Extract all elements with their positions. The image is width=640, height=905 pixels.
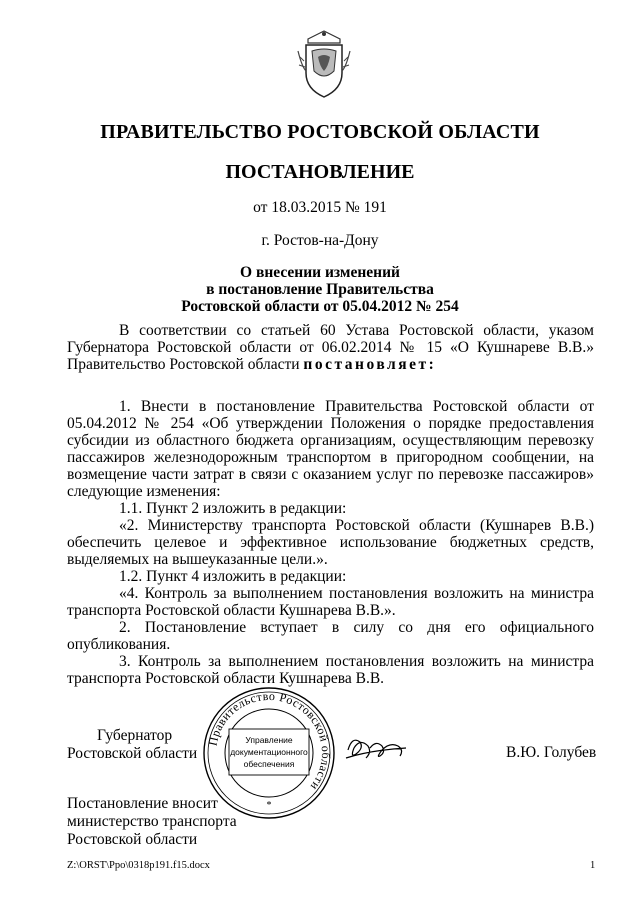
item-2: 2. Постановление вступает в силу со дня его официального опубликования. [67,619,594,653]
subject-line: в постановление Правительства [206,281,434,298]
organization-title: ПРАВИТЕЛЬСТВО РОСТОВСКОЙ ОБЛАСТИ [100,121,540,143]
item-1-1: 1.1. Пункт 2 изложить в редакции: [119,500,347,517]
preamble-text: В соответствии со статьей 60 Устава Ростовской области, указом Губернатора Ростовской области от 06.02.2014 № 15 «О Кушнареве В.В.» Правительство Ростовской области [67,322,594,373]
item-1: 1. Внести в постановление Правительства Ростовской области от 05.04.2012 № 254 «Об утверждении Положения о порядке предоставления субсидии из областного бюджета организациям, осуществляющим перевозку пассажиров железнодорожным транспортом в пригородном сообщении, на возмещение части затрат в связи с оказанием услуг по перевозке пассажиров» следующие изменения: [67,398,594,500]
item-1-2-text: «4. Контроль за выполнением постановления возложить на министра транспорта Ростовской области Кушнарева В.В.». [67,585,594,619]
signatory-title-line: Губернатор [97,727,173,744]
handwritten-signature [342,728,412,768]
date-number: от 18.03.2015 № 191 [253,199,387,216]
seal-inner-line: обеспечения [243,759,295,769]
signatory-title-line: Ростовской области [67,745,198,762]
preamble [67,322,594,373]
note-line: министерство транспорта [67,813,237,830]
seal-inner-line: Управление [245,735,293,745]
city: г. Ростов-на-Дону [261,232,379,249]
item-1-1-text: «2. Министерству транспорта Ростовской области (Кушнарев В.В.) обеспечить целевое и эффективное использование бюджетных средств, выделяемых на вышеуказанные цели.». [67,517,594,568]
submission-note [67,795,237,849]
svg-text:*: * [266,800,272,811]
document-type: ПОСТАНОВЛЕНИЕ [225,161,415,183]
signatory-name: В.Ю. Голубев [506,744,597,761]
document-body [67,398,594,687]
item-1-2: 1.2. Пункт 4 изложить в редакции: [119,568,347,585]
document-subject [0,264,640,315]
signatory-title [67,727,197,763]
subject-line: О внесении изменений [240,264,400,281]
seal-inner-line: документационного [230,747,308,757]
seal-ring-text: Правительство Ростовской области [205,688,334,794]
rostov-oblast-coat-of-arms-icon [294,27,354,101]
item-3: 3. Контроль за выполнением постановления возложить на министра транспорта Ростовской области Кушнарева В.В. [67,653,594,687]
subject-line: Ростовской области от 05.04.2012 № 254 [181,298,459,315]
note-line: Постановление вносит [67,795,218,812]
page-number: 1 [590,860,596,871]
file-path: Z:\ORST\Ppo\0318p191.f15.docx [67,860,210,871]
note-line: Ростовской области [67,831,198,848]
preamble-action: постановляет: [303,356,437,373]
